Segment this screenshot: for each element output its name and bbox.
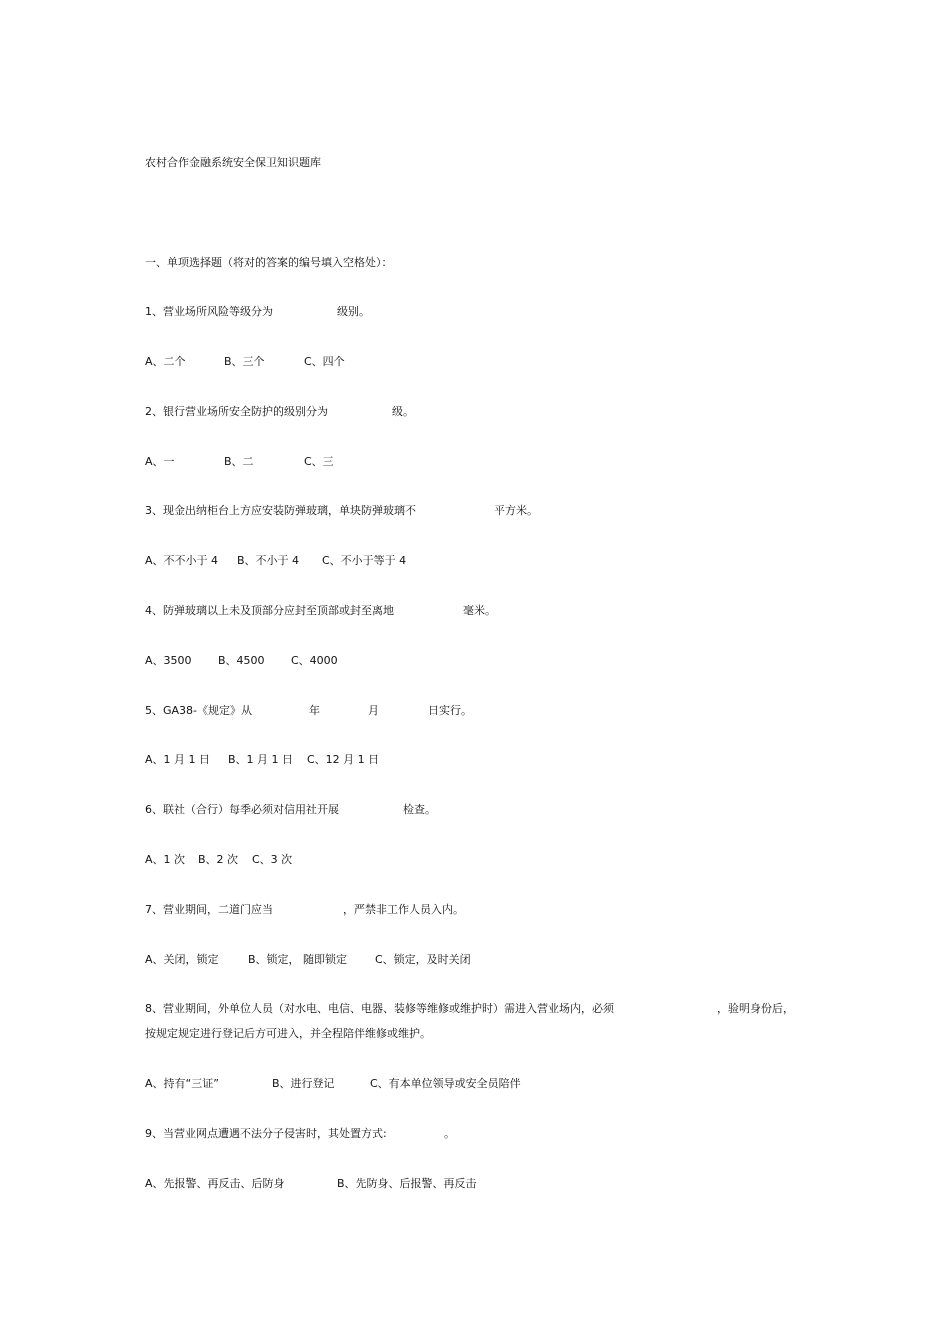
question-tail: 级别。 — [337, 305, 370, 318]
question-tail: ，严禁非工作人员入内。 — [343, 903, 464, 916]
option-b: B、三个 — [224, 355, 265, 368]
option-b: B、1 月 1 日 — [228, 753, 294, 766]
question-tail: 级。 — [392, 405, 414, 418]
option-c: C、有本单位领导或安全员陪伴 — [370, 1077, 521, 1090]
option-a: A、二个 — [145, 355, 186, 368]
question-text: 9、当营业网点遭遇不法分子侵害时，其处置方式: — [145, 1127, 387, 1140]
question-text: 1、营业场所风险等级分为 — [145, 305, 273, 318]
option-c: C、3 次 — [252, 853, 293, 866]
question-tail: 。 — [444, 1127, 455, 1140]
question-text: 2、银行营业场所安全防护的级别分为 — [145, 405, 328, 418]
question-tail: 平方米。 — [494, 504, 538, 517]
option-c: C、锁定，及时关闭 — [375, 953, 471, 966]
document-title: 农村合作金融系统安全保卫知识题库 — [145, 156, 321, 169]
option-a: A、关闭，锁定 — [145, 953, 219, 966]
option-a: A、持有“三证” — [145, 1077, 219, 1090]
question-tail: ，验明身份后， — [717, 1002, 794, 1015]
option-b: B、4500 — [218, 654, 265, 667]
option-a: A、1 次 — [145, 853, 186, 866]
question-text: 5、GA38-《规定》从 — [145, 704, 253, 717]
option-c: C、不小于等于 4 — [322, 554, 407, 567]
section-heading: 一、单项选择题（将对的答案的编号填入空格处）： — [145, 256, 393, 269]
year-label: 年 — [309, 704, 320, 717]
option-b: B、先防身、后报警、再反击 — [337, 1177, 477, 1190]
option-c: C、三 — [304, 455, 334, 468]
option-c: C、四个 — [304, 355, 345, 368]
option-a: A、1 月 1 日 — [145, 753, 211, 766]
option-a: A、不不小于 4 — [145, 554, 219, 567]
question-text: 4、防弹玻璃以上未及顶部分应封至顶部或封至离地 — [145, 604, 394, 617]
option-b: B、二 — [224, 455, 254, 468]
option-b: B、不小于 4 — [237, 554, 300, 567]
month-label: 月 — [368, 704, 379, 717]
option-b: B、进行登记 — [272, 1077, 335, 1090]
option-a: A、一 — [145, 455, 175, 468]
day-label: 日实行。 — [428, 704, 472, 717]
option-b: B、2 次 — [198, 853, 239, 866]
question-text: 6、联社（合行）每季必须对信用社开展 — [145, 803, 339, 816]
question-text: 7、营业期间，二道门应当 — [145, 903, 273, 916]
option-a: A、先报警、再反击、后防身 — [145, 1177, 285, 1190]
question-text: 8、营业期间，外单位人员（对水电、电信、电器、装修等维修或维护时）需进入营业场内，必须 — [145, 1002, 614, 1015]
question-tail: 检查。 — [403, 803, 436, 816]
option-b: B、锁定， 随即锁定 — [248, 953, 348, 966]
option-c: C、4000 — [291, 654, 338, 667]
question-continuation: 按规定规定进行登记后方可进入，并全程陪伴维修或维护。 — [145, 1027, 431, 1040]
question-tail: 毫米。 — [463, 604, 496, 617]
option-c: C、12 月 1 日 — [307, 753, 380, 766]
option-a: A、3500 — [145, 654, 192, 667]
question-text: 3、现金出纳柜台上方应安装防弹玻璃，单块防弹玻璃不 — [145, 504, 416, 517]
